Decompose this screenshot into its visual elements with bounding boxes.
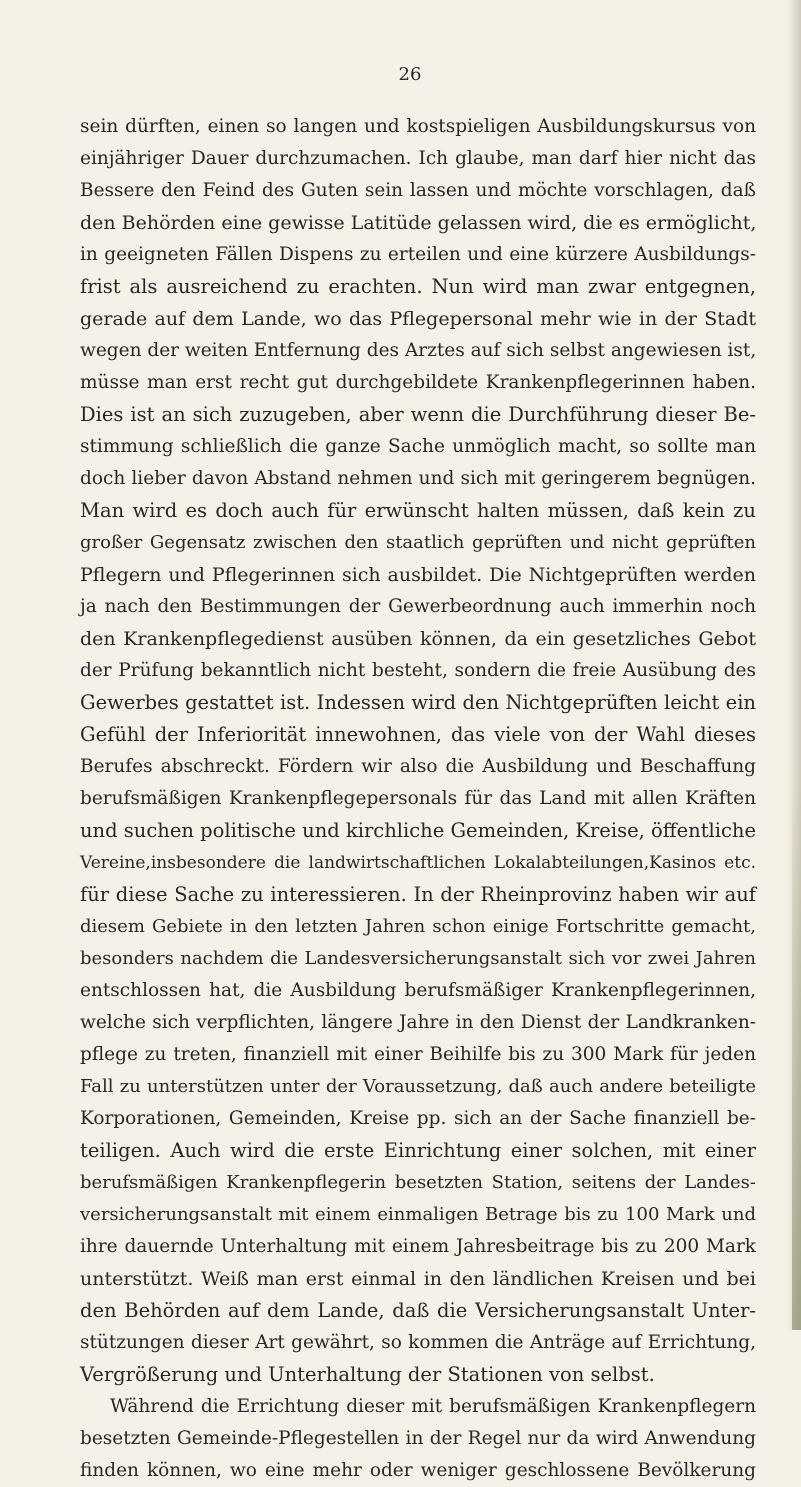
text-line: besonders nachdem die Landesversicherungsanstalt sich vor zwei Jahren: [80, 948, 756, 969]
text-line: Vereine,insbesondere die landwirtschaftlichen Lokalabteilungen,Kasinos etc.: [80, 853, 756, 873]
text-line: berufsmäßigen Krankenpflegerin besetzten Station, seitens der Landes-: [80, 1172, 756, 1193]
text-line: doch lieber davon Abstand nehmen und sich mit geringerem begnügen.: [80, 468, 756, 489]
text-line: Während die Errichtung dieser mit berufsmäßigen Krankenpflegern: [110, 1396, 756, 1417]
text-line: stützungen dieser Art gewährt, so kommen die Anträge auf Errichtung,: [80, 1332, 756, 1353]
text-line: Gefühl der Inferiorität innewohnen, das viele von der Wahl dieses: [80, 723, 756, 746]
text-line: Fall zu unterstützen unter der Voraussetzung, daß auch andere beteiligte: [80, 1076, 756, 1097]
text-line: frist als ausreichend zu erachten. Nun wird man zwar entgegnen,: [80, 275, 756, 298]
text-line: besetzten Gemeinde-Pflegestellen in der Regel nur da wird Anwendung: [80, 1428, 756, 1449]
text-line: in geeigneten Fällen Dispens zu erteilen und eine kürzere Ausbildungs-: [80, 244, 756, 265]
text-line: Man wird es doch auch für erwünscht halten müssen, daß kein zu: [80, 499, 756, 522]
text-line: Korporationen, Gemeinden, Kreise pp. sich an der Sache finanziell be-: [80, 1108, 756, 1129]
text-line: gerade auf dem Lande, wo das Pflegepersonal mehr wie in der Stadt: [80, 308, 756, 330]
text-line: den Krankenpflegedienst ausüben können, da ein gesetzliches Gebot: [80, 628, 756, 650]
text-line: berufsmäßigen Krankenpflegepersonals für das Land mit allen Kräften: [80, 788, 756, 809]
text-line: pflege zu treten, finanziell mit einer Beihilfe bis zu 300 Mark für jeden: [80, 1044, 756, 1065]
text-line: Gewerbes gestattet ist. Indessen wird den Nichtgeprüften leicht ein: [80, 691, 756, 714]
text-line: Dies ist an sich zuzugeben, aber wenn die Durchführung dieser Be-: [80, 403, 756, 426]
text-line: Bessere den Feind des Guten sein lassen und möchte vorschlagen, daß: [80, 180, 756, 201]
text-line: ihre dauernde Unterhaltung mit einem Jahresbeitrage bis zu 200 Mark: [80, 1236, 756, 1257]
body-text: [80, 111, 756, 1487]
text-line: diesem Gebiete in den letzten Jahren schon einige Fortschritte gemacht,: [80, 916, 756, 937]
text-line: teiligen. Auch wird die erste Einrichtung einer solchen, mit einer: [80, 1139, 756, 1162]
text-line: einjähriger Dauer durchzumachen. Ich glaube, man darf hier nicht das: [80, 148, 756, 169]
text-line: den Behörden auf dem Lande, daß die Versicherungsanstalt Unter-: [80, 1299, 756, 1322]
text-line: wegen der weiten Entfernung des Arztes auf sich selbst angewiesen ist,: [80, 340, 757, 361]
text-line: Vergrößerung und Unterhaltung der Stationen von selbst.: [80, 1363, 655, 1386]
text-line: unterstützt. Weiß man erst einmal in den ländlichen Kreisen und bei: [80, 1268, 756, 1290]
text-line: ja nach den Bestimmungen der Gewerbeordnung auch immerhin noch: [80, 596, 756, 617]
text-line: müsse man erst recht gut durchgebildete Krankenpflegerinnen haben.: [80, 372, 756, 393]
text-line: Pflegern und Pflegerinnen sich ausbildet. Die Nichtgeprüften werden: [80, 564, 756, 586]
text-line: versicherungsanstalt mit einem einmaligen Betrage bis zu 100 Mark und: [80, 1204, 756, 1225]
text-line: der Prüfung bekanntlich nicht besteht, sondern die freie Ausübung des: [80, 660, 756, 681]
text-line: welche sich verpflichten, längere Jahre in den Dienst der Landkranken-: [80, 1012, 756, 1033]
text-line: Berufes abschreckt. Fördern wir also die Ausbildung und Beschaffung: [80, 756, 756, 777]
text-line: sein dürften, einen so langen und kostspieligen Ausbildungskursus von: [80, 116, 756, 137]
text-line: den Behörden eine gewisse Latitüde gelassen wird, die es ermöglicht,: [80, 212, 757, 234]
text-line: großer Gegensatz zwischen den staatlich geprüften und nicht geprüften: [80, 532, 756, 553]
text-line: finden können, wo eine mehr oder weniger geschlossene Bevölkerung: [80, 1460, 756, 1481]
text-line: und suchen politische und kirchliche Gemeinden, Kreise, öffentliche: [80, 819, 757, 842]
page-edge-stain: [792, 780, 801, 1330]
page-number: 26: [398, 64, 422, 85]
text-line: entschlossen hat, die Ausbildung berufsmäßiger Krankenpflegerinnen,: [80, 980, 756, 1001]
text-line: stimmung schließlich die ganze Sache unmöglich macht, so sollte man: [80, 436, 756, 457]
text-line: für diese Sache zu interessieren. In der Rheinprovinz haben wir auf: [80, 883, 756, 906]
